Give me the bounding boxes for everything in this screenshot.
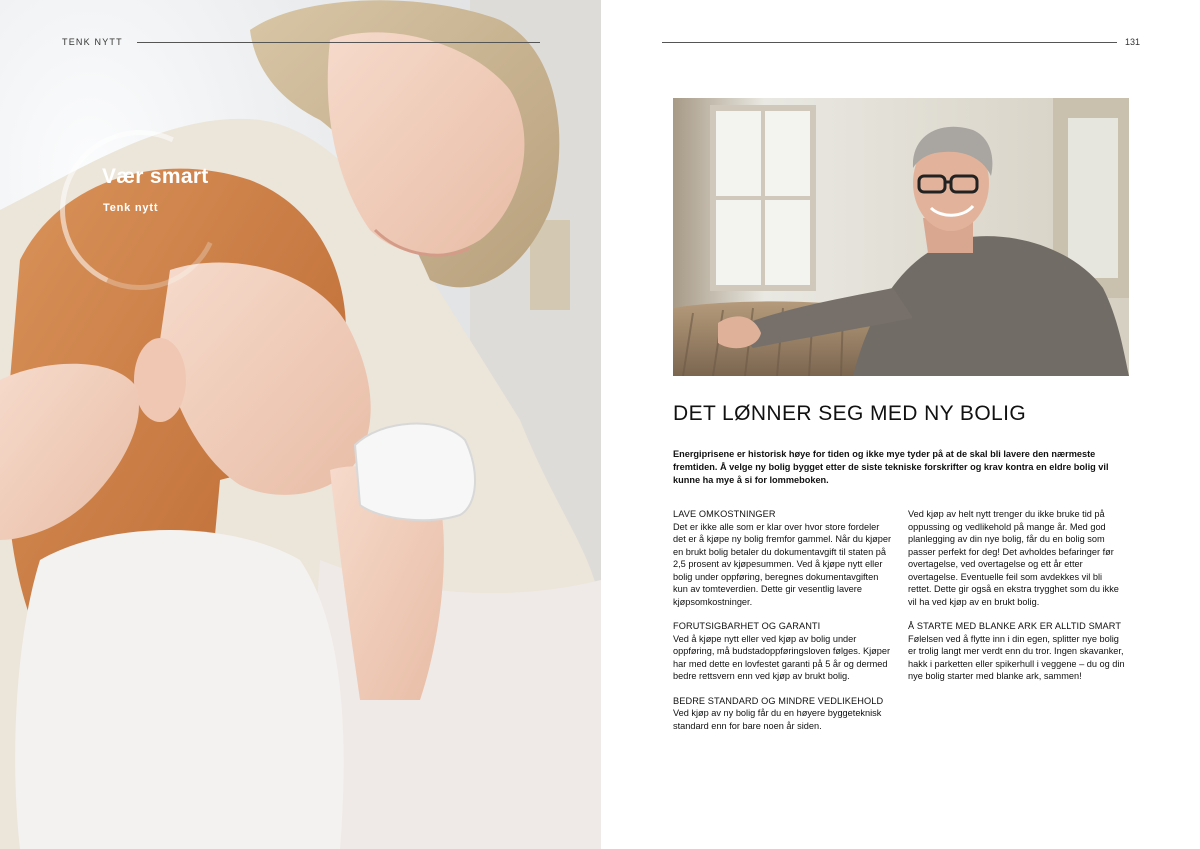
section-body: Ved kjøp av ny bolig får du en høyere byggeteknisk standard enn for bare noen år siden. xyxy=(673,708,882,731)
section-subtitle: Tenk nytt xyxy=(103,202,159,214)
man-on-sofa-photo xyxy=(673,98,1129,376)
article-intro: Energiprisene er historisk høye for tiden og ikke mye tyder på at de skal bli lavere den nærmeste fremtiden. Å velge ny bolig bygget etter de siste tekniske forskrifter og krav kontra en eldre bolig vil kunne ha mye å si for lommeboken. xyxy=(673,449,1109,485)
page-number: 131 xyxy=(1125,37,1141,47)
section-heading: Å STARTE MED BLANKE ARK ER ALLTID SMART xyxy=(908,621,1122,631)
article-column-left xyxy=(673,508,893,744)
section-title: Vær smart xyxy=(102,165,209,188)
section-body: Følelsen ved å flytte inn i din egen, splitter nye bolig er trolig langt mer verdt enn du tror. Ingen skavanker, hakk i parketten eller spikerhull i veggene – du og din nye bolig starter med blanke ark, sammen! xyxy=(908,633,1125,681)
article-section xyxy=(673,695,893,733)
article-section xyxy=(673,508,893,608)
section-body: Ved å kjøpe nytt eller ved kjøp av bolig under oppføring, må budstadoppføringsloven følges. Kjøper har med dette en lovfestet garanti på 5 år og dermed bedre rettsvern enn ved kjøp av brukt bolig. xyxy=(673,633,891,681)
section-body: Ved kjøp av helt nytt trenger du ikke bruke tid på oppussing og vedlikehold på mange år. Med god planlegging av din nye bolig, får du en bolig som passer perfekt for deg! Det avholdes befaringer før overtagelse, ved overtagelse og ett år etter overtagelse. Eventuelle feil som avdekkes vil bli rettet. Dette gir også en ekstra trygghet som du ikke vil ha ved kjøp av en brukt bolig. xyxy=(908,509,1119,607)
header-rule-right xyxy=(662,42,1117,43)
article-section xyxy=(908,620,1128,683)
section-body: Det er ikke alle som er klar over hvor store fordeler det er å kjøpe ny bolig fremfor gammel. Når du kjøper en brukt bolig betaler du dokumentavgift til staten på 2,5 prosent av kjøpesummen. Ved å kjøpe nytt eller bolig under oppføring, beregnes dokumentavgiften kun av tomteverdien. Dette gir vesentlig lavere kjøpsomkostninger. xyxy=(673,521,892,607)
header-rule-left xyxy=(137,42,540,43)
section-heading: LAVE OMKOSTNINGER xyxy=(673,509,776,519)
article-section xyxy=(908,508,1128,608)
smiling-man-on-sofa-photo xyxy=(673,98,1129,376)
article-column-right xyxy=(908,508,1128,695)
running-header-label: TENK NYTT xyxy=(62,37,123,47)
article-section xyxy=(673,620,893,683)
section-heading: BEDRE STANDARD OG MINDRE VEDLIKEHOLD xyxy=(673,695,884,706)
section-heading: FORUTSIGBARHET OG GARANTI xyxy=(673,621,821,631)
article-heading: DET LØNNER SEG MED NY BOLIG xyxy=(673,402,1027,425)
